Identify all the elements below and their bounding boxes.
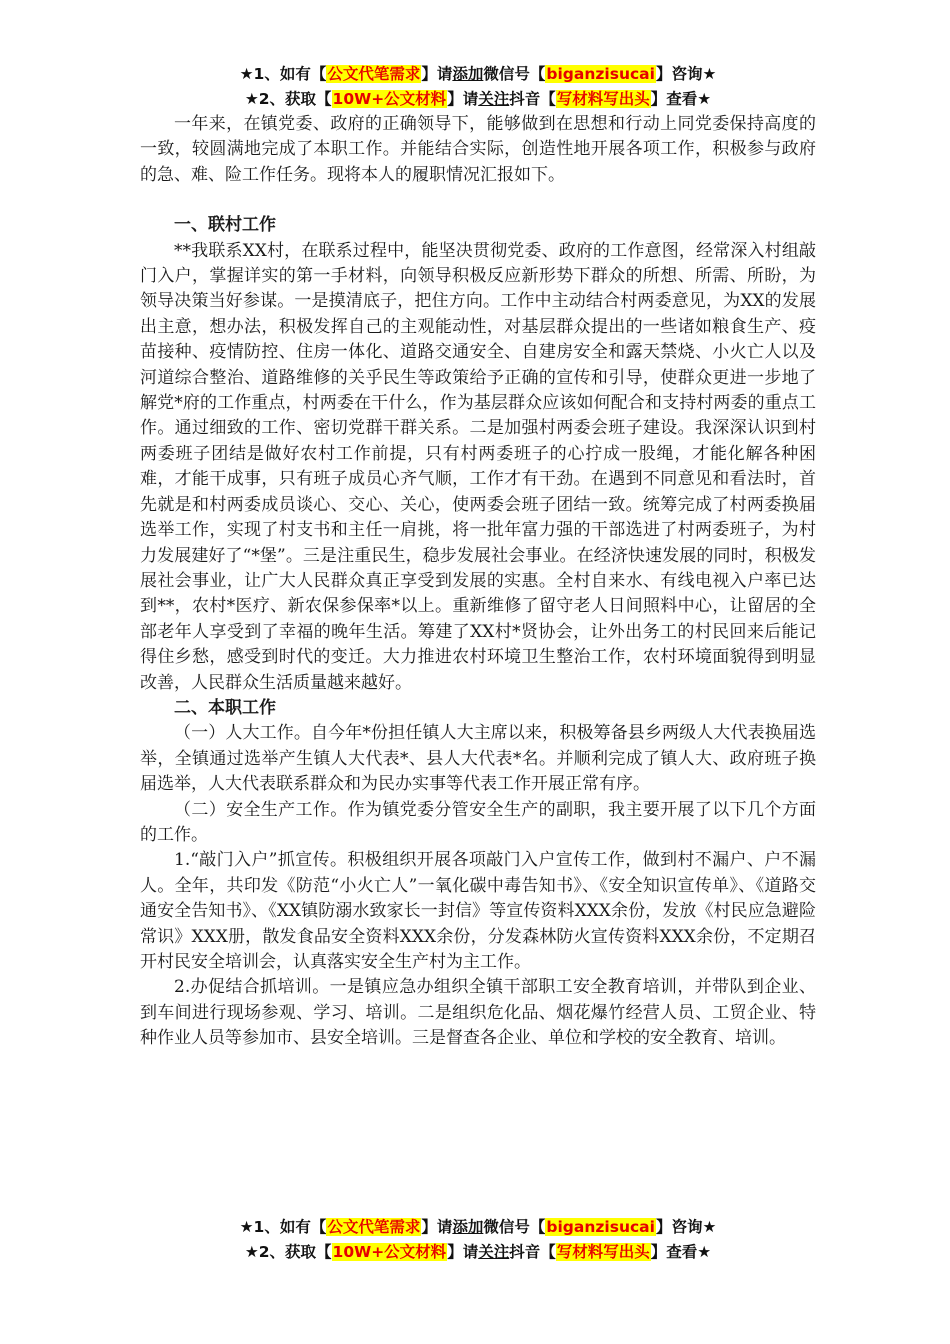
footer-banner	[140, 1215, 816, 1265]
spacer	[140, 188, 816, 213]
section-2-heading: 二、本职工作	[174, 697, 276, 718]
banner-text: 微信号【	[483, 1218, 546, 1236]
banner-highlight: 公文代笔需求	[327, 65, 421, 83]
banner-text: 】请	[421, 65, 453, 83]
banner-text: ★1、如有【	[239, 1218, 327, 1236]
banner-text: 】查看★	[650, 90, 712, 108]
banner-emphasis: 关注	[478, 1243, 510, 1261]
banner-text: 】咨询★	[655, 1218, 717, 1236]
banner-text: 】请	[421, 1218, 453, 1236]
banner-text: 】请	[447, 90, 479, 108]
section-2-paragraph-4: 2.办促结合抓培训。一是镇应急办组织全镇干部职工安全教育培训，并带队到企业、到车间进行现场参观、学习、培训。二是组织危化品、烟花爆竹经营人员、工贸企业、特种作业人员等参加市、县安全培训。三是督查各企业、单位和学校的安全教育、培训。	[140, 977, 816, 1049]
section-1-heading: 一、联村工作	[174, 215, 276, 236]
banner-highlight: biganzisucai	[546, 65, 655, 83]
banner-highlight: 公文代笔需求	[327, 1218, 421, 1236]
banner-highlight: 10W+公文材料	[332, 90, 447, 108]
banner-text: 抖音【	[509, 1243, 556, 1261]
banner-text: ★2、获取【	[244, 1243, 332, 1261]
banner-emphasis: 添加	[452, 1218, 484, 1236]
header-banner-line-1	[140, 62, 816, 87]
document-body	[140, 112, 816, 1052]
banner-highlight: 10W+公文材料	[332, 1243, 447, 1261]
banner-emphasis: 添加	[452, 65, 484, 83]
section-1-paragraph: **我联系XX村，在联系过程中，能坚决贯彻党委、政府的工作意图，经常深入村组敲门入户，掌握详实的第一手材料，向领导积极反应新形势下群众的所想、所需、所盼，为领导决策当好参谋。一是摸清底子，把住方向。工作中主动结合村两委意见，为XX的发展出主意，想办法，积极发挥自己的主观能动性，对基层群众提出的一些诸如粮食生产、疫苗接种、疫情防控、住房一体化、道路交通安全、自建房安全和露天禁烧、小火亡人以及河道综合整治、道路维修的关乎民生等政策给予正确的宣传和引导，使群众更进一步地了解党*府的工作重点，村两委在干什么，作为基层群众应该如何配合和支持村两委的重点工作。通过细致的工作、密切党群干群关系。二是加强村两委会班子建设。我深深认识到村两委班子团结是做好农村工作前提，只有村两委班子的心拧成一股绳，才能化解各种困难，才能干成事，只有班子成员心齐气顺，工作才有干劲。在遇到不同意见和看法时，首先就是和村两委成员谈心、交心、关心，使两委会班子团结一致。统筹完成了村两委换届选举工作，实现了村支书和主任一肩挑，将一批年富力强的干部选进了村两委班子，为村力发展建好了“*堡”。三是注重民生，稳步发展社会事业。在经济快速发展的同时，积极发展社会事业，让广大人民群众真正享受到发展的实惠。全村自来水、有线电视入户率已达到**，农村*医疗、新农保参保率*以上。重新维修了留守老人日间照料中心，让留居的全部老年人享受到了幸福的晚年生活。筹建了XX村*贤协会，让外出务工的村民回来后能记得住乡愁，感受到时代的变迁。大力推进农村环境卫生整治工作，农村环境面貌得到明显改善，人民群众生活质量越来越好。	[140, 240, 816, 693]
banner-text: 】请	[447, 1243, 479, 1261]
banner-text: 微信号【	[483, 65, 546, 83]
footer-banner-line-2	[140, 1240, 816, 1265]
intro-paragraph: 一年来，在镇党委、政府的正确领导下，能够做到在思想和行动上同党委保持高度的一致，较圆满地完成了本职工作。并能结合实际，创造性地开展各项工作，积极参与政府的急、难、险工作任务。现将本人的履职情况汇报如下。	[140, 114, 816, 185]
banner-text: 抖音【	[509, 90, 556, 108]
document-page	[140, 62, 816, 1052]
section-2-paragraph-1: （一）人大工作。自今年*份担任镇人大主席以来，积极筹备县乡两级人大代表换届选举，全镇通过选举产生镇人大代表*、县人大代表*名。并顺利完成了镇人大、政府班子换届选举，人大代表联系群众和为民办实事等代表工作开展正常有序。	[140, 723, 816, 795]
banner-text: ★1、如有【	[239, 65, 327, 83]
banner-highlight: 写材料写出头	[556, 1243, 650, 1261]
banner-highlight: 写材料写出头	[556, 90, 650, 108]
section-2-paragraph-3: 1.“敲门入户”抓宣传。积极组织开展各项敲门入户宣传工作，做到村不漏户、户不漏人。全年，共印发《防范“小火亡人”一氧化碳中毒告知书》、《安全知识宣传单》、《道路交通安全告知书》、《XX镇防溺水致家长一封信》等宣传资料XXX余份，发放《村民应急避险常识》XXX册，散发食品安全资料XXX余份，分发森林防火宣传资料XXX余份，不定期召开村民安全培训会，认真落实安全生产村为主工作。	[140, 850, 816, 972]
banner-text: 】咨询★	[655, 65, 717, 83]
banner-text: 】查看★	[650, 1243, 712, 1261]
footer-banner-line-1	[140, 1215, 816, 1240]
banner-emphasis: 关注	[478, 90, 510, 108]
banner-highlight: biganzisucai	[546, 1218, 655, 1236]
section-2-paragraph-2: （二）安全生产工作。作为镇党委分管安全生产的副职，我主要开展了以下几个方面的工作。	[140, 799, 816, 845]
banner-text: ★2、获取【	[244, 90, 332, 108]
header-banner-line-2	[140, 87, 816, 112]
